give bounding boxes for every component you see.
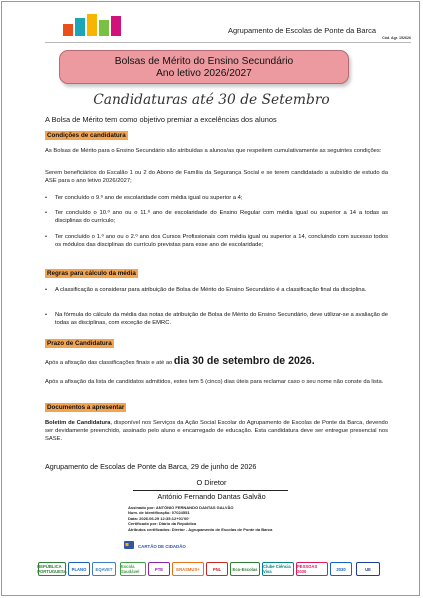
- logo-label: Escola Saudável: [121, 564, 140, 574]
- logo-label: EQAVET: [95, 566, 113, 572]
- bullet-text: Ter concluído o 1.º ano ou o 2.º ano dos Cursos Profissionais com média igual ou superior a 14, concluindo com sucesso todos os módulos das disciplinas do currículo previstas para esse ano de escolaridade;: [55, 234, 388, 249]
- logo-label: REPÚBLICA PORTUGUESA: [37, 564, 67, 574]
- conditions-bullet: [45, 233, 388, 249]
- banner-title: Bolsas de Mérito do Ensino Secundário: [114, 56, 294, 67]
- logo-ciencia-viva: [262, 562, 294, 576]
- section-documents-title: Documentos a apresentar: [47, 404, 125, 411]
- logo-label: 2030: [336, 566, 346, 572]
- documents-paragraph: [45, 419, 388, 444]
- logo-label: PESSOAS 2030: [297, 564, 318, 574]
- subtitle: Candidaturas até 30 de Setembro: [93, 92, 330, 108]
- deadline-paragraph-2: Após a afixação da lista de candidatos admitidos, estes tem 5 (cinco) dias úteis para reclamar caso o seu nome não conste da lista.: [45, 379, 384, 385]
- logo-label: ERASMUS+: [176, 566, 200, 572]
- citizen-card-icon: [124, 541, 134, 549]
- school-logo: [63, 12, 123, 38]
- bullet-text: Ter concluído o 10.º ano ou o 11.º ano de escolaridade do Ensino Regular com média igual ou superior a 14 a todas as disciplinas do currículo;: [55, 210, 388, 225]
- school-code: Cód. Agr. 152626: [382, 36, 411, 40]
- logo-erasmus: [172, 562, 204, 576]
- rules-bullet: [45, 286, 388, 294]
- logo-escola-saudavel: [120, 562, 146, 576]
- bullet-mark: •: [45, 234, 48, 240]
- logo-eu-flag: [356, 562, 380, 576]
- logo-label: Eco-Escolas: [232, 566, 258, 572]
- logo-block: [99, 20, 109, 36]
- logo-pessoas-2030: [296, 562, 328, 576]
- conditions-paragraph-2: Serem beneficiários do Escalão 1 ou 2 do Abono de Família da Segurança Social e se terem candidatado a subsídio de estudo da ASE para o ano letivo 2026/2027;: [45, 170, 388, 185]
- signature-detail: Assinado por: ANTÓNIO FERNANDO DANTAS GALVÃO: [128, 505, 234, 510]
- intro-text: A Bolsa de Mérito tem como objetivo premiar a excelências dos alunos: [45, 115, 277, 124]
- signer-role: O Diretor: [196, 478, 227, 487]
- section-conditions-title: Condições de candidatura: [47, 132, 126, 139]
- logo-eqavet: [92, 562, 116, 576]
- bullet-text: Ter concluído o 9.º ano de escolaridade com média igual ou superior a 4;: [55, 195, 243, 201]
- logo-block: [75, 18, 85, 36]
- bullet-text: A classificação a considerar para atribuição de Bolsa de Mérito do Ensino Secundário é a classificação final da disciplina.: [55, 287, 367, 293]
- conditions-bullet: [45, 209, 388, 225]
- deadline-date: dia 30 de setembro de 2026.: [173, 355, 315, 367]
- signature-detail: Data: 2026.06.29 12:35:12+01'00': [128, 515, 190, 521]
- deadline-text: Após a afixação das classificações finais e até ao: [45, 360, 174, 366]
- header-divider: [45, 42, 411, 43]
- signer-name: António Fernando Dantas Galvão: [157, 492, 266, 501]
- signature-detail: Atributos certificados: Diretor - Agrupamento de Escolas de Ponte da Barca: [128, 526, 273, 532]
- school-name: Agrupamento de Escolas de Ponte da Barca: [228, 26, 377, 35]
- logo-label: PLANO: [71, 566, 87, 572]
- logo-block: [87, 14, 97, 36]
- bullet-mark: •: [45, 312, 48, 318]
- logo-label: PTE: [154, 566, 164, 572]
- bullet-mark: •: [45, 195, 48, 201]
- logo-eco-escolas: [230, 562, 260, 576]
- rules-bullet: [45, 311, 388, 327]
- place-date: Agrupamento de Escolas de Ponte da Barca, 29 de junho de 2026: [45, 462, 257, 471]
- deadline-paragraph-1: [45, 357, 388, 367]
- partner-logos: [38, 556, 408, 580]
- logo-label: Clube Ciência Viva: [263, 564, 291, 574]
- banner-year: Ano letivo 2026/2027: [156, 68, 252, 79]
- documents-form-name: Boletim de Candidatura: [45, 420, 111, 426]
- title-banner: [59, 50, 349, 84]
- logo-block: [111, 16, 121, 36]
- conditions-bullet: [45, 194, 388, 202]
- bullet-mark: •: [45, 210, 48, 216]
- section-deadline-title: Prazo de Candidatura: [47, 340, 112, 347]
- logo-label: PNL: [212, 566, 222, 572]
- section-rules-title: Regras para cálculo da média: [47, 270, 136, 277]
- conditions-paragraph-1: As Bolsas de Mérito para o Ensino Secundário são atribuídas a alunos/as que respeitem cumulativamente as seguintes condições:: [45, 148, 382, 154]
- citizen-card-label: CARTÃO DE CIDADÃO: [138, 544, 186, 549]
- bullet-mark: •: [45, 287, 48, 293]
- signature-line: [133, 490, 288, 491]
- logo-block: [63, 24, 73, 36]
- signature-detail: Num. de Identificação: 07024551: [128, 510, 190, 516]
- logo-pnl: [206, 562, 228, 576]
- logo-republica-portuguesa: [38, 562, 66, 576]
- bullet-text: Na fórmula do cálculo da média das notas de atribuição de Bolsa de Mérito do Ensino Secundário, deve utilizar-se a avaliação de todas as disciplinas, com exceção de EMRC.: [55, 312, 388, 327]
- logo-label: UE: [365, 566, 371, 572]
- logo-plano: [68, 562, 90, 576]
- logo-2030: [330, 562, 352, 576]
- logo-pte: [148, 562, 170, 576]
- signature-detail: Certificado por: Diário da República: [128, 521, 197, 527]
- documents-text: , disponível nos Serviços da Ação Social Escolar do Agrupamento de Escolas de Ponte da Barca, devendo ser devidamente preenchido, assinado pelo aluno e encarregado de educação. Esta candidatura deve ser entregue presencial nos SASE.: [45, 420, 389, 443]
